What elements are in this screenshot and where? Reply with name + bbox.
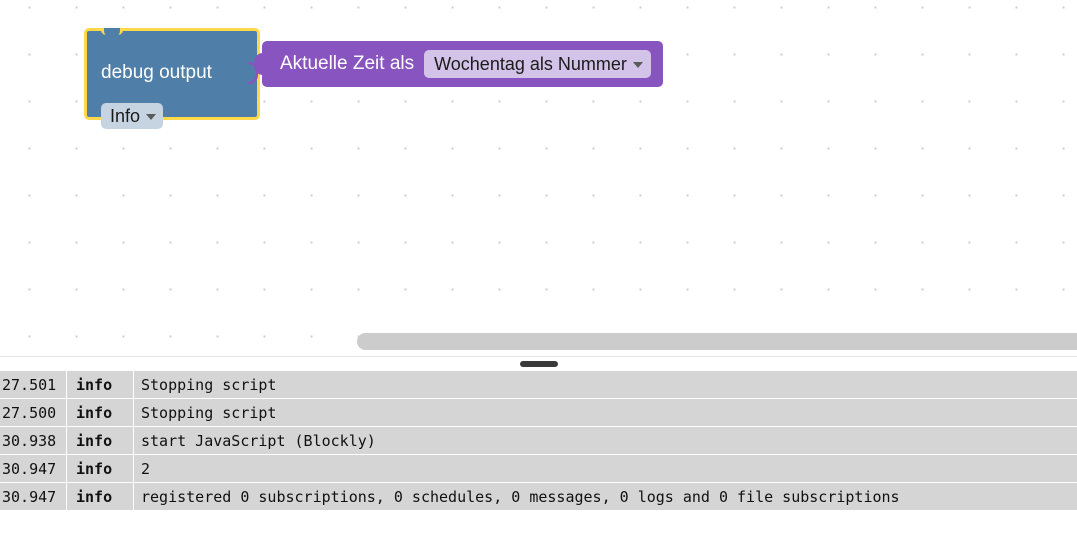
log-level-dropdown[interactable] — [101, 103, 163, 129]
splitter-handle[interactable] — [520, 361, 558, 367]
debug-output-label: debug output — [101, 62, 212, 83]
log-row[interactable] — [0, 399, 1077, 426]
log-row[interactable] — [0, 427, 1077, 454]
time-format-dropdown[interactable] — [424, 50, 651, 78]
log-level-value: Info — [110, 105, 141, 126]
log-message: Stopping script — [141, 403, 277, 422]
chevron-down-icon — [146, 114, 156, 120]
chevron-down-icon — [633, 62, 643, 68]
time-format-value: Wochentag als Nummer — [434, 53, 627, 74]
log-row[interactable] — [0, 455, 1077, 482]
log-message: start JavaScript (Blockly) — [141, 431, 376, 450]
log-level: info — [76, 431, 113, 450]
block-output-plug — [254, 53, 264, 75]
log-level: info — [76, 487, 113, 506]
log-time: 27.500 — [2, 403, 57, 422]
log-level: info — [76, 459, 113, 478]
log-time: 30.947 — [2, 459, 57, 478]
log-message: Stopping script — [141, 375, 277, 394]
current-time-label: Aktuelle Zeit als — [280, 53, 415, 74]
log-time: 27.501 — [2, 375, 57, 394]
block-top-notch — [101, 28, 123, 35]
log-panel[interactable] — [0, 371, 1077, 539]
panel-splitter[interactable] — [0, 356, 1077, 372]
log-time: 30.947 — [2, 487, 57, 506]
log-message: 2 — [141, 459, 151, 478]
log-row[interactable] — [0, 371, 1077, 398]
log-message: registered 0 subscriptions, 0 schedules, 0 messages, 0 logs and 0 file subscriptions — [141, 487, 900, 506]
block-stack[interactable] — [84, 28, 627, 126]
log-level: info — [76, 403, 113, 422]
workspace-horizontal-scrollbar[interactable] — [357, 333, 1077, 350]
current-time-block[interactable] — [262, 41, 663, 87]
debug-output-block[interactable] — [84, 28, 260, 126]
log-row[interactable] — [0, 483, 1077, 510]
log-time: 30.938 — [2, 431, 57, 450]
log-level: info — [76, 375, 113, 394]
